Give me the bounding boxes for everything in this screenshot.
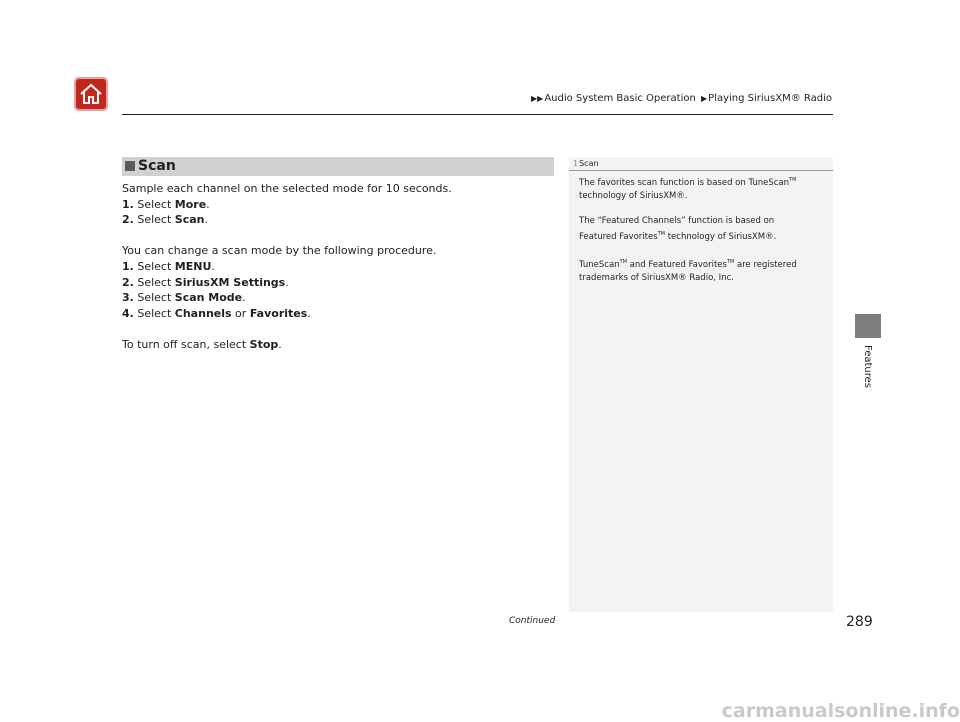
scan-step-1: 1. Select More.	[122, 198, 210, 211]
stop-text: To turn off scan, select Stop.	[122, 338, 282, 351]
note-header	[573, 159, 599, 168]
mode-step-3: 3. Select Scan Mode.	[122, 291, 246, 304]
intro-text: Sample each channel on the selected mode for 10 seconds.	[122, 182, 452, 195]
note-divider	[569, 170, 833, 171]
note-paragraph-2: The “Featured Channels” function is based on Featured Favorites™ technology of SiriusXM®.	[579, 216, 777, 242]
note-panel	[569, 157, 833, 612]
breadcrumb-link-audio-system[interactable]: Audio System Basic Operation	[544, 93, 696, 104]
home-button[interactable]	[74, 77, 108, 111]
breadcrumb	[529, 93, 832, 104]
mode-step-4: 4. Select Channels or Favorites.	[122, 307, 311, 320]
chevron-right-icon: ▶	[701, 94, 708, 103]
page-number: 289	[846, 614, 873, 630]
chapter-tab[interactable]	[855, 314, 881, 338]
breadcrumb-link-siriusxm[interactable]: Playing SiriusXM® Radio	[708, 93, 832, 104]
watermark: carmanualsonline.info	[721, 700, 960, 722]
chapter-label: Features	[862, 345, 873, 388]
section-header	[122, 157, 554, 176]
note-title: Scan	[579, 159, 599, 168]
note-paragraph-1: The favorites scan function is based on TuneScan™ technology of SiriusXM®.	[579, 177, 797, 201]
header-divider	[122, 114, 833, 115]
chevron-right-icon: ▶▶	[531, 94, 544, 103]
change-mode-text: You can change a scan mode by the following procedure.	[122, 244, 437, 257]
home-icon	[78, 81, 104, 107]
section-title: Scan	[138, 158, 176, 174]
note-paragraph-3: TuneScan™ and Featured Favorites™ are registered trademarks of SiriusXM® Radio, Inc.	[579, 259, 797, 283]
mode-step-2: 2. Select SiriusXM Settings.	[122, 276, 289, 289]
scan-step-2: 2. Select Scan.	[122, 213, 208, 226]
note-ref: 1	[573, 159, 579, 168]
continued-label: Continued	[509, 616, 556, 626]
mode-step-1: 1. Select MENU.	[122, 260, 215, 273]
section-square-icon	[125, 161, 135, 171]
